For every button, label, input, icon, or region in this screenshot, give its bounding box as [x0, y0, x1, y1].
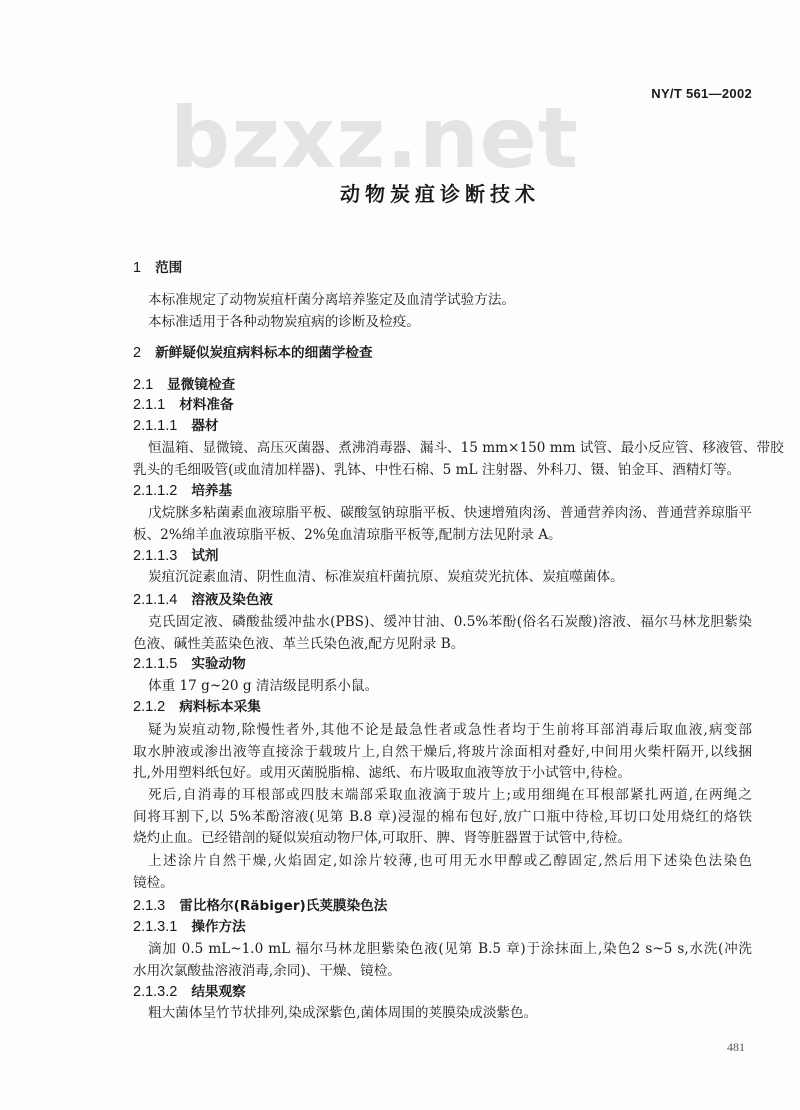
- section-number: 2.1.3.2: [133, 984, 178, 1000]
- section-title: 操作方法: [191, 919, 246, 935]
- section-title: 试剂: [191, 548, 219, 564]
- paragraph-line: 死后,自消毒的耳根部或四肢末端部采取血液滴于玻片上;或用细绳在耳根部紧扎两道,在两绳之: [148, 787, 752, 803]
- section-title: 培养基: [191, 483, 233, 499]
- section-title: 范围: [155, 260, 183, 276]
- section-title: 实验动物: [191, 656, 246, 672]
- document-title: 动物炭疽诊断技术: [340, 182, 540, 206]
- section-title: 新鲜疑似炭疽病料标本的细菌学检查: [155, 345, 373, 361]
- paragraph-line: 取水肿液或渗出液等直接涂于载玻片上,自然干燥后,将玻片涂面相对叠好,中间用火柴杆隔开,以线捆: [133, 743, 752, 760]
- paragraph-line: 本标准适用于各种动物炭疽病的诊断及检疫。: [148, 314, 420, 330]
- section-number: 2: [133, 345, 142, 361]
- section-number: 2.1.1.2: [133, 483, 178, 499]
- watermark: bzxz.net: [170, 89, 579, 187]
- page-number: 481: [727, 1040, 745, 1054]
- section-heading: [133, 395, 234, 415]
- paragraph-line: 粗大菌体呈竹节状排列,染成深紫色,菌体周围的荚膜染成淡紫色。: [148, 1005, 538, 1021]
- section-number: 2.1: [133, 377, 154, 393]
- paragraph-line: 板、2%绵羊血液琼脂平板、2%兔血清琼脂平板等,配制方法见附录 A。: [133, 526, 562, 543]
- paragraph-line: 色液、碱性美蓝染色液、革兰氏染色液,配方见附录 B。: [133, 635, 465, 652]
- section-heading: [133, 375, 235, 395]
- paragraph-line: 间将耳割下,以 5%苯酚溶液(见第 B.8 章)浸湿的棉布包好,放广口瓶中待检,耳切口处用烧红的烙铁: [133, 808, 752, 825]
- section-heading: [133, 590, 273, 610]
- section-title: 器材: [191, 418, 219, 434]
- paragraph-line: 本标准规定了动物炭疽杆菌分离培养鉴定及血清学试验方法。: [148, 292, 516, 308]
- paragraph-line: 戊烷脒多粘菌素血液琼脂平板、碳酸氢钠琼脂平板、快速增殖肉汤、普通营养肉汤、普通营养琼脂平: [148, 505, 752, 521]
- paragraph-line: 镜检。: [133, 874, 174, 891]
- section-number: 1: [133, 260, 142, 276]
- section-number: 2.1.3: [133, 898, 166, 914]
- section-title: 病料标本采集: [179, 699, 261, 715]
- section-heading: [133, 546, 219, 566]
- section-number: 2.1.3.1: [133, 919, 178, 935]
- section-title: 溶液及染色液: [191, 592, 273, 608]
- section-heading: [133, 416, 219, 436]
- section-heading: [133, 481, 232, 501]
- paragraph-line: 体重 17 g~20 g 清洁级昆明系小鼠。: [148, 678, 379, 694]
- section-title: 材料准备: [179, 397, 234, 413]
- section-heading: [133, 917, 246, 937]
- paragraph-line: 烧灼止血。已经错剖的疑似炭疽动物尸体,可取肝、脾、肾等脏器置于试管中,待检。: [133, 830, 632, 847]
- paragraph-line: 上述涂片自然干燥,火焰固定,如涂片较薄,也可用无水甲醇或乙醇固定,然后用下述染色法染色: [148, 853, 752, 869]
- section-heading: [133, 697, 261, 717]
- paragraph-line: 克氏固定液、磷酸盐缓冲盐水(PBS)、缓冲甘油、0.5%苯酚(俗名石炭酸)溶液、福尔马林龙胆紫染: [148, 614, 752, 630]
- paragraph-line: 滴加 0.5 mL~1.0 mL 福尔马林龙胆紫染色液(见第 B.5 章)于涂抹面上,染色2 s~5 s,水洗(冲洗: [148, 941, 752, 957]
- section-number: 2.1.1.1: [133, 418, 178, 434]
- section-heading: [133, 654, 246, 674]
- section-number: 2.1.1.5: [133, 656, 178, 672]
- paragraph-line: 乳头的毛细吸管(或血清加样器)、乳钵、中性石棉、5 mL 注射器、外科刀、镊、铂金耳、酒精灯等。: [133, 461, 741, 478]
- section-title: 雷比格尔(Räbiger)氏荚膜染色法: [179, 898, 388, 914]
- section-title: 显微镜检查: [167, 377, 236, 393]
- section-heading: [133, 343, 373, 363]
- section-number: 2.1.1.4: [133, 592, 178, 608]
- section-heading: [133, 896, 387, 916]
- paragraph-line: 水用次氯酸盐溶液消毒,余同)、干燥、镜检。: [133, 962, 401, 979]
- section-title: 结果观察: [191, 984, 246, 1000]
- paragraph-line: 疑为炭疽动物,除慢性者外,其他不论是最急性者或急性者均于生前将耳部消毒后取血液,病变部: [148, 722, 752, 738]
- section-heading: [133, 258, 182, 278]
- paragraph-line: 炭疽沉淀素血清、阴性血清、标准炭疽杆菌抗原、炭疽荧光抗体、炭疽噬菌体。: [148, 569, 624, 585]
- section-heading: [133, 982, 246, 1002]
- section-number: 2.1.1.3: [133, 548, 178, 564]
- section-number: 2.1.1: [133, 397, 166, 413]
- paragraph-line: 恒温箱、显微镜、高压灭菌器、煮沸消毒器、漏斗、15 mm×150 mm 试管、最小反应管、移液管、带胶: [148, 440, 784, 456]
- paragraph-line: 扎,外用塑料纸包好。或用灭菌脱脂棉、滤纸、布片吸取血液等放于小试管中,待检。: [133, 765, 632, 782]
- standard-number: NY/T 561—2002: [651, 86, 752, 101]
- section-number: 2.1.2: [133, 699, 166, 715]
